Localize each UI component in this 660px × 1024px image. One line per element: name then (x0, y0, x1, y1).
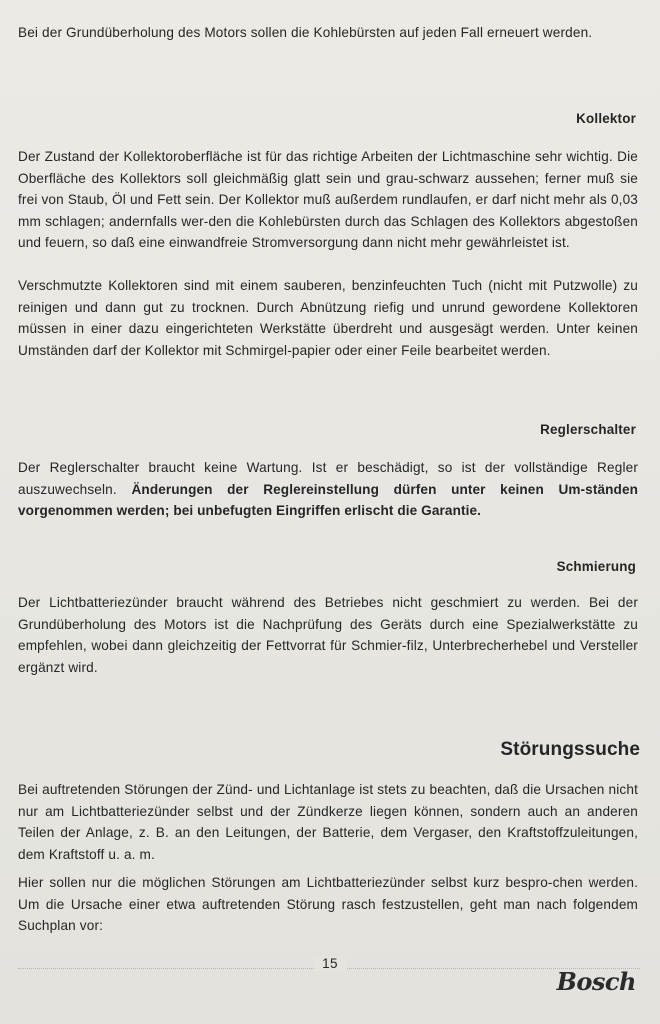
bosch-logo-text: Bosch (556, 967, 636, 996)
page-number-text: 15 (314, 956, 346, 971)
stoerungssuche-paragraph-1: Bei auftretenden Störungen der Zünd- und Lichtanlage ist stets zu beachten, daß die Ursachen nicht nur am Lichtbatteriezünder selbst und der Zündkerze liegen können, sondern auch an anderen Teilen der Anlage, z. B. an den Leitungen, der Batterie, dem Vergaser, den Kraftstoffzuleitungen, dem Kraftstoff u. a. m. (18, 782, 638, 862)
kollektor-paragraph-1: Der Zustand der Kollektoroberfläche ist für das richtige Arbeiten der Lichtmaschine sehr wichtig. Die Oberfläche des Kollektors soll gleichmäßig glatt sein und grau-schwarz aussehen; ferner muß sie frei von Staub, Öl und Fett sein. Der Kollektor muß außerdem rundlaufen, er darf nicht mehr als 0,03 mm schlagen; andernfalls wer-den die Kohlebürsten durch das Schlagen des Kollektors abgestoßen und feuern, so daß eine einwandfreie Stromversorgung dann nicht mehr gewährleistet ist. (18, 149, 638, 250)
heading-stoerungssuche: Störungssuche (500, 739, 640, 760)
heading-schmierung: Schmierung (556, 559, 636, 574)
reglerschalter-paragraph (18, 457, 638, 522)
reglerschalter-warning: Änderungen der Reglereinstellung dürfen unter keinen Um-ständen vorgenommen werden; bei unbefugten Eingriffen erlischt die Garantie. (18, 481, 639, 518)
intro-paragraph: Bei der Grundüberholung des Motors sollen die Kohlebürsten auf jeden Fall erneuert werden. (18, 25, 593, 40)
schmierung-paragraph: Der Lichtbatteriezünder braucht während des Betriebes nicht geschmiert zu werden. Bei der Grundüberholung des Motors ist die Nachprüfung des Geräts durch eine Spezialwerkstätte zu empfehlen, wobei dann gleichzeitig der Fettvorrat für Schmier-filz, Unterbrecherhebel und Versteller ergänzt wird. (18, 595, 638, 675)
bosch-logo (554, 966, 638, 996)
heading-reglerschalter: Reglerschalter (540, 422, 636, 437)
reglerschalter-text: Der Reglerschalter braucht keine Wartung. Ist er beschädigt, so ist der vollständige Regler auszuwechseln. (18, 460, 638, 497)
kollektor-paragraph-2: Verschmutzte Kollektoren sind mit einem sauberen, benzinfeuchten Tuch (nicht mit Putzwolle) zu reinigen und dann gut zu trocknen. Durch Abnützung riefig und unrund gewordene Kollektoren müssen in einer dazu eingerichteten Werkstätte überdreht und ausgesägt werden. Unter keinen Umständen darf der Kollektor mit Schmirgel-papier oder einer Feile bearbeitet werden. (18, 278, 638, 358)
heading-kollektor: Kollektor (576, 111, 636, 126)
stoerungssuche-paragraph-2: Hier sollen nur die möglichen Störungen am Lichtbatteriezünder selbst kurz bespro-chen werden. Um die Ursache einer etwa auftretenden Störung rasch festzustellen, geht man nach folgendem Suchplan vor: (18, 875, 638, 933)
